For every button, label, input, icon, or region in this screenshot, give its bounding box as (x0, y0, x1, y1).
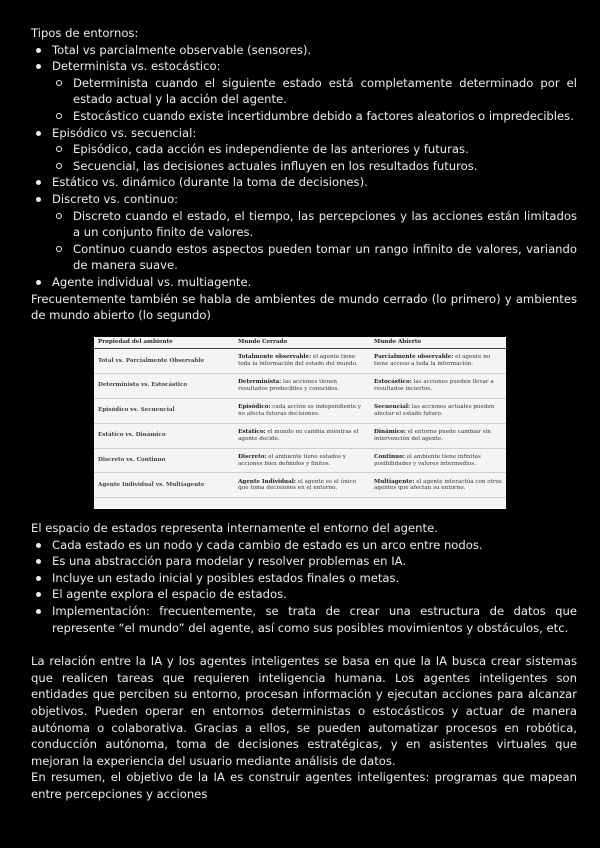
table-cell-property: Determinista vs. Estocástico (94, 373, 234, 398)
table-cell-property: Agente Individual vs. Multiagente (94, 473, 234, 498)
table-cell-open (370, 398, 506, 423)
table-cell-property: Estático vs. Dinámico (94, 423, 234, 448)
table-cell-property: Discreto vs. Continuo (94, 448, 234, 473)
sub-list-item: Continuo cuando estos aspectos pueden tomar un rango infinito de valores, variando de manera suave. (52, 241, 577, 274)
cell-keyword: Discreto: (238, 453, 267, 460)
list-item: Cada estado es un nodo y cada cambio de estado es un arco entre nodos. (31, 537, 577, 554)
cell-text: las acciones tienen resultados predecibles y conocidos. (238, 379, 340, 392)
list-item: Determinista vs. estocástico: Determinista cuando el siguiente estado está completamente determinado por el estado actual y la acción del agente. Estocástico cuando existe incertidumbre debido a factores aleatorios o impredecibles. (31, 58, 577, 124)
closing-paragraph: Frecuentemente también se habla de ambientes de mundo cerrado (lo primero) y ambientes de mundo abierto (lo segundo) (31, 291, 577, 323)
table-cell-closed (234, 398, 370, 423)
list-item: Total vs parcialmente observable (sensores). (31, 42, 577, 59)
cell-keyword: Parcialmente observable: (374, 354, 454, 361)
summary-paragraph: En resumen, el objetivo de la IA es construir agentes inteligentes: programas que mapean entre percepciones y acciones (31, 770, 577, 801)
list-item: Estático vs. dinámico (durante la toma de decisiones). (31, 174, 577, 191)
cell-keyword: Estocástico: (374, 379, 412, 386)
cell-text: el agente no tiene acceso a toda la información. (374, 354, 491, 367)
state-space-intro: El espacio de estados representa internamente el entorno del agente. (31, 521, 438, 535)
table-cell-closed (234, 473, 370, 498)
environment-types-heading: Tipos de entornos: (31, 26, 139, 40)
table-cell-property: Total vs. Parcialmente Observable (94, 349, 234, 374)
list-item: Es una abstracción para modelar y resolver problemas en IA. (31, 553, 577, 570)
table-cell-open (370, 423, 506, 448)
environment-types-list (31, 42, 577, 291)
cell-keyword: Continuo: (374, 453, 405, 460)
list-item: Episódico vs. secuencial: Episódico, cada acción es independiente de las anteriores y futuras. Secuencial, las decisiones actuales influyen en los resultados futuros. (31, 125, 577, 175)
comparison-table-image (94, 337, 506, 509)
cell-text: cada acción es independiente y no afecta futuras decisiones. (238, 403, 362, 417)
table-cell-open (370, 349, 506, 374)
cell-text: el agente interactúa con otros agentes que afectan su entorno. (374, 478, 502, 492)
ai-agents-paragraph: La relación entre la IA y los agentes inteligentes se basa en que la IA busca crear sistemas que realicen tareas que requieren inteligencia humana. Los agentes inteligentes son entidades que perciben su entorno, procesan información y ejecutan acciones para alcanzar objetivos. Pueden operar en entornos deterministas o estocásticos y actuar de manera autónoma o colaborativa. Gracias a ellos, se pueden automatizar procesos en robótica, conducción autónoma, toma de decisiones estratégicas, y en asistentes virtuales que mejoran la experiencia del usuario mediante análisis de datos. (31, 654, 577, 768)
cell-keyword: Determinista: (238, 379, 282, 386)
table-cell-open (370, 373, 506, 398)
state-space-list (31, 537, 577, 637)
table-cell-property: Episódico vs. Secuencial (94, 398, 234, 423)
list-item: El agente explora el espacio de estados. (31, 586, 577, 603)
table-cell-closed (234, 349, 370, 374)
cell-keyword: Multiagente: (374, 478, 415, 485)
cell-keyword: Episódico: (238, 403, 271, 410)
cell-keyword: Agente Individual: (238, 478, 296, 485)
table-cell-open (370, 473, 506, 498)
comparison-table (94, 337, 506, 498)
cell-text: las acciones pueden llevar a resultados inciertos. (374, 379, 494, 392)
cell-keyword: Estático: (238, 428, 266, 435)
table-cell-closed (234, 373, 370, 398)
cell-text: el mundo no cambia mientras el agente decide. (238, 428, 359, 442)
table-cell-closed (234, 423, 370, 448)
cell-text: el ambiente tiene infinitas posibilidades y valores intermedios. (374, 453, 481, 467)
cell-text: el entorno puede cambiar sin intervención del agente. (374, 428, 491, 442)
table-header: Mundo Abierto (370, 337, 506, 349)
list-item: Agente individual vs. multiagente. (31, 274, 577, 291)
table-row (94, 349, 506, 374)
sub-list-item: Estocástico cuando existe incertidumbre debido a factores aleatorios o impredecibles. (52, 108, 577, 125)
list-item: Incluye un estado inicial y posibles estados finales o metas. (31, 570, 577, 587)
table-row (94, 423, 506, 448)
list-item: Implementación: frecuentemente, se trata de crear una estructura de datos que represente “el mundo” del agente, así como sus posibles movimientos y obstáculos, etc. (31, 603, 577, 636)
table-row (94, 373, 506, 398)
cell-keyword: Totalmente observable: (238, 354, 312, 361)
sub-list-item: Episódico, cada acción es independiente de las anteriores y futuras. (52, 141, 577, 158)
cell-text: el agente es el único que toma decisiones en el entorno. (238, 478, 357, 492)
cell-keyword: Dinámico: (374, 428, 406, 435)
document-page (31, 25, 577, 324)
table-cell-open (370, 448, 506, 473)
cell-text: el agente tiene toda la información del estado del mundo. (238, 354, 358, 367)
table-row (94, 448, 506, 473)
list-item: Discreto vs. continuo: Discreto cuando el estado, el tiempo, las percepciones y las acciones están limitados a un conjunto finito de valores. Continuo cuando estos aspectos pueden tomar un rango infinito de valores, variando de manera suave. (31, 191, 577, 274)
table-cell-closed (234, 448, 370, 473)
sub-list-item: Secuencial, las decisiones actuales influyen en los resultados futuros. (52, 158, 577, 175)
table-header: Propiedad del ambiente (94, 337, 234, 349)
document-page-lower (31, 520, 577, 803)
cell-keyword: Secuencial: (374, 403, 411, 410)
sub-list-item: Determinista cuando el siguiente estado está completamente determinado por el estado actual y la acción del agente. (52, 75, 577, 108)
table-header: Mundo Cerrado (234, 337, 370, 349)
table-row (94, 398, 506, 423)
table-row (94, 473, 506, 498)
cell-text: el ambiente tiene estados y acciones bien definidos y finitos. (238, 453, 346, 467)
cell-text: las acciones actuales pueden afectar el estado futuro. (374, 403, 495, 417)
sub-list-item: Discreto cuando el estado, el tiempo, las percepciones y las acciones están limitados a un conjunto finito de valores. (52, 208, 577, 241)
